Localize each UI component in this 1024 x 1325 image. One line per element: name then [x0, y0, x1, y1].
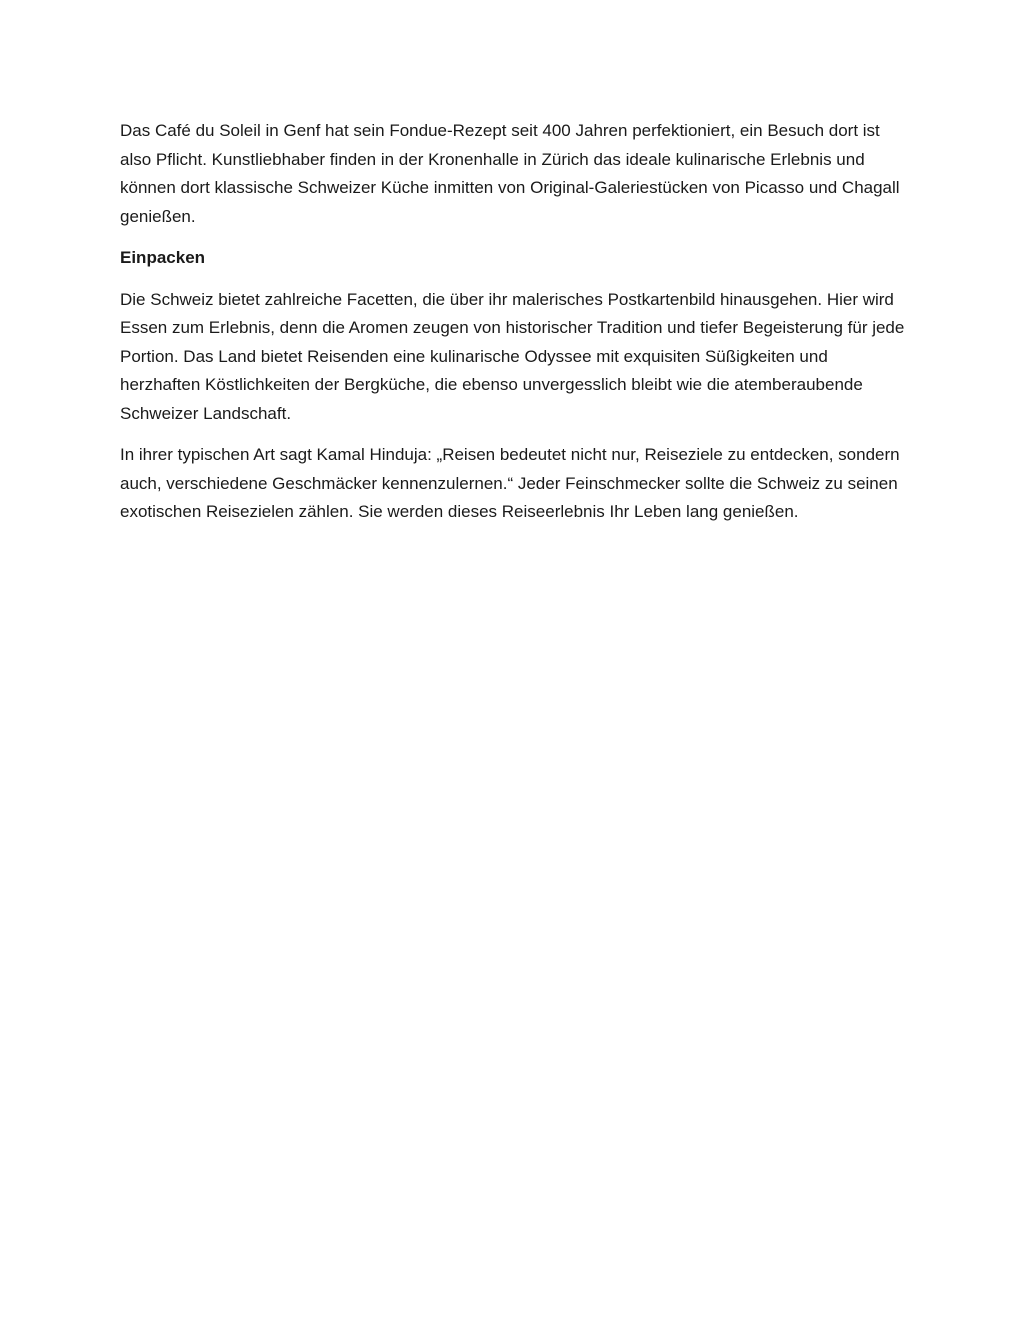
body-paragraph: Das Café du Soleil in Genf hat sein Fondue-Rezept seit 400 Jahren perfektioniert, ein Besuch dort ist also Pflicht. Kunstliebhaber finden in der Kronenhalle in Zürich das ideale kulinarische Erlebnis und können dort klassische Schweizer Küche inmitten von Original-Galeriestücken von Picasso und Chagall genießen.: [120, 121, 900, 226]
body-paragraph: Die Schweiz bietet zahlreiche Facetten, die über ihr malerisches Postkartenbild hinausgehen. Hier wird Essen zum Erlebnis, denn die Aromen zeugen von historischer Tradition und tiefer Begeisterung für jede Portion. Das Land bietet Reisenden eine kulinarische Odyssee mit exquisiten Süßigkeiten und herzhaften Köstlichkeiten der Bergküche, die ebenso unvergesslich bleibt wie die atemberaubende Schweizer Landschaft.: [120, 289, 905, 423]
document-page: [120, 117, 910, 540]
section-heading: Einpacken: [120, 248, 206, 267]
body-paragraph: In ihrer typischen Art sagt Kamal Hinduja: „Reisen bedeutet nicht nur, Reiseziele zu entdecken, sondern auch, verschiedene Geschmäcker kennenzulernen.“ Jeder Feinschmecker sollte die Schweiz zu seinen exotischen Reisezielen zählen. Sie werden dieses Reiseerlebnis Ihr Leben lang genießen.: [120, 445, 900, 521]
